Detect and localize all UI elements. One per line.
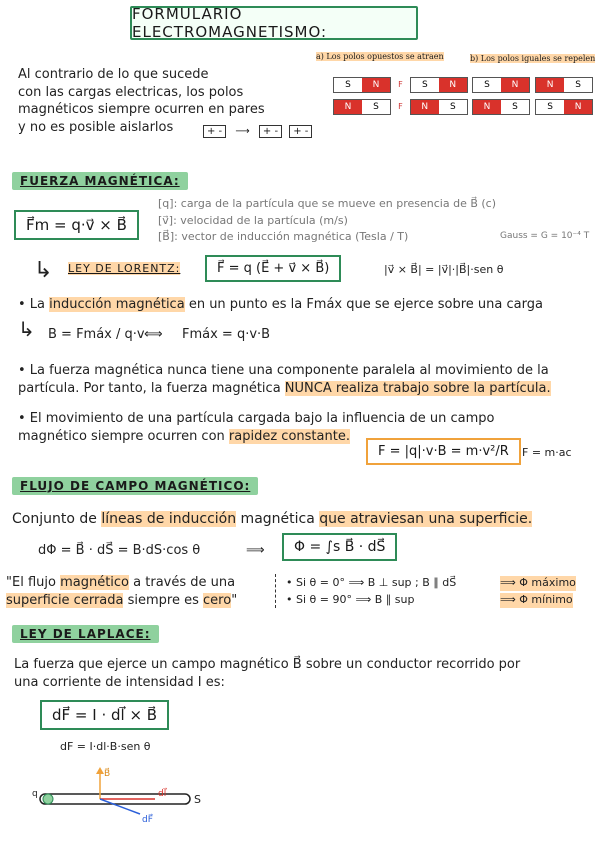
magnet-pair-a2: N S F N S [333,94,468,115]
implies-arrow: ⟹ [246,543,265,558]
flux-case-min-result: ⟹ Φ mínimo [500,593,573,606]
page-title: FORMULARIO ELECTROMAGNETISMO: [130,6,418,40]
gauss-note: Gauss = G = 10⁻⁴ T [500,231,590,241]
paragraph-rapidez: • El movimiento de una partícula cargada bajo la influencia de un campo magnético siempre ocurren con rapidez constante. [18,411,495,444]
laplace-formula-box: dF⃗ = I · dl⃗ × B⃗ [40,700,169,730]
divider [275,574,277,608]
magnet: N S [535,77,593,93]
flux-case-min: • Si θ = 90° ⟹ B ∥ sup [286,593,415,606]
magnet: N S [472,99,530,115]
dphi-formula: dΦ = B⃗ · dS⃗ = B·dS·cos θ [38,543,201,558]
lorentz-formula-box: F⃗ = q (E⃗ + v⃗ × B⃗) [205,255,341,282]
laplace-modulus: dF = I·dl·B·sen θ [60,740,151,753]
label-q: q [32,789,38,799]
section-heading-fuerza: FUERZA MAGNÉTICA: [12,172,188,190]
intro-line: Al contrario de lo que sucede [18,67,209,82]
label-dl: dl⃗ [158,789,167,799]
corner-arrow-icon: ↳ [18,317,35,341]
magnet: S N [535,99,593,115]
section-heading-laplace: LEY DE LAPLACE: [12,625,159,643]
definitions [158,196,496,246]
flux-case-max: • Si θ = 0° ⟹ B ⊥ sup ; B ∥ dS⃗ [286,576,457,589]
definition-q: [q]: carga de la partícula que se mueve en presencia de B⃗ (c) [158,197,497,210]
fmax-formula: Fmáx = q·v·B [182,327,271,342]
paragraph-induccion: • La inducción magnética en un punto es la Fmáx que se ejerce sobre una carga [18,297,543,312]
laplace-text: La fuerza que ejerce un campo magnético B⃗ sobre un conductor recorrido por una corriente de intensidad I es: [14,657,521,690]
intro-line: con las cargas electricas, los polos [18,84,244,100]
intro-line: y no es posible aislarlos [18,119,174,135]
magnet-pair-b2 [472,94,593,115]
definition-b: [B⃗]: vector de inducción magnética (Tesla / T) [158,230,409,243]
paragraph-trabajo: • La fuerza magnética nunca tiene una componente paralela al movimiento de la partícula. Por tanto, la fuerza magnética NUNCA realiza trabajo sobre la partícula. [18,363,551,396]
b-formula: B = Fmáx / q·v [48,327,145,342]
magnet: S N [472,77,530,93]
cross-product-modulus: |v⃗ × B⃗| = |v⃗|·|B⃗|·sen θ [384,263,504,276]
b-arrow-head [96,767,104,774]
flux-formula-box: Φ = ∫s B⃗ · dS⃗ [282,533,397,561]
magnet-pair-b1 [472,72,593,93]
magnet-pair-a1: S N F S N [333,72,468,93]
newton-formula: F = m·ac [522,446,572,459]
label-s: S [194,793,201,806]
definition-v: [v⃗]: velocidad de la partícula (m/s) [158,213,348,227]
corner-arrow-icon: ↳ [34,258,53,283]
flux-case-max-result: ⟹ Φ máximo [500,576,576,589]
label-df: dF⃗ [142,815,153,824]
magnet: N S [333,99,391,115]
diagram-a-label: a) Los polos opuestos se atraen [316,52,444,61]
conductor-diagram [30,764,220,824]
label-b: B⃗ [104,769,111,779]
flux-quote: "El flujo magnético a través de una superficie cerrada siempre es cero" [6,575,238,608]
diagram-b-label: b) Los polos iguales se repelen [470,54,596,63]
lorentz-label: LEY DE LORENTZ: [68,262,181,275]
radius-formula-box: F = |q|·v·B = m·v²/R [366,438,521,465]
magnet: N S [410,99,468,115]
force-formula-box: F⃗m = q·v⃗ × B⃗ [14,210,139,240]
flux-definition: Conjunto de líneas de inducción magnética que atraviesan una superficie. [12,511,533,527]
charge-sketch: + - ⟶ + - + - [203,126,312,137]
charge-marker [43,794,53,804]
df-vector [100,799,140,814]
equivalence-arrow: ⟺ [144,327,163,342]
magnet: S N [410,77,468,93]
intro-line: magnéticos siempre ocurren en pares [18,102,265,118]
section-heading-flujo: FLUJO DE CAMPO MAGNÉTICO: [12,477,258,495]
magnet: S N [333,77,391,93]
